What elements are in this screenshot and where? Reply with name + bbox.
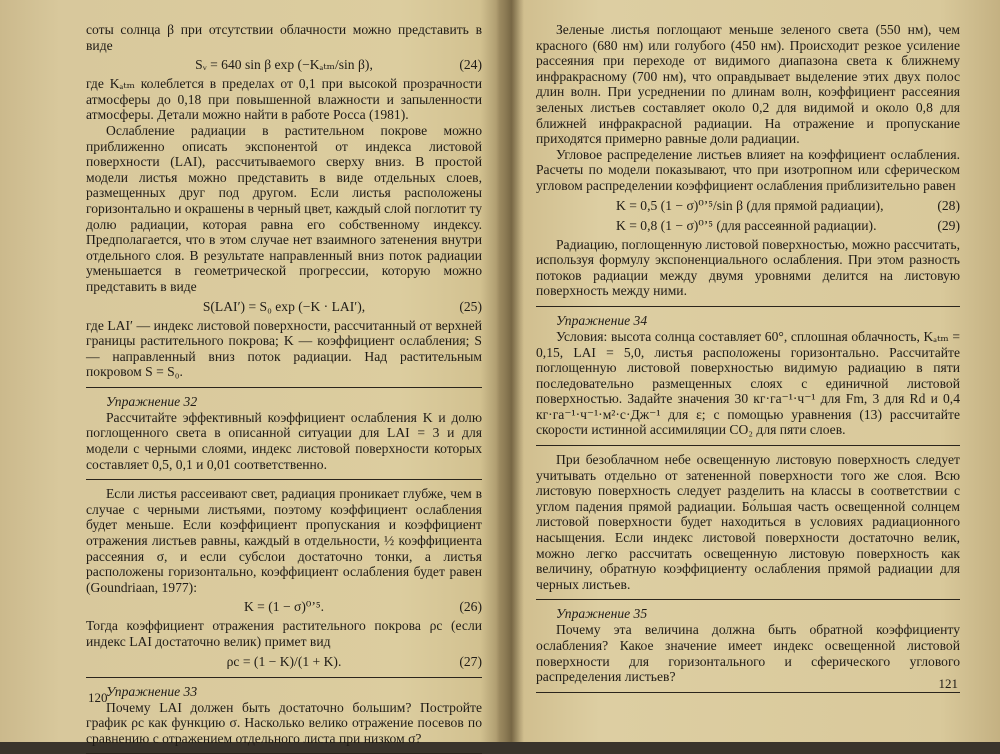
- exercise-title: Упражнение 34: [556, 312, 648, 328]
- equation-body: ρc = (1 − K)/(1 + K).: [226, 653, 342, 669]
- paragraph: При безоблачном небе освещенную листовую поверхность следует учитывать отдельно от затененной поверхности того же слоя. Всю листовую поверхность следует разделить на классы в соответствии с углом падения прямой радиации. Бо́льшая часть освещенной солнцем листовой поверхности будет находиться в условиях радиационного насыщения. Если индекс листовой поверхности достаточно велик, можно легко рассчитать освещенную листовую поверхность как величину, обратную коэффициенту ослабления прямой радиации для черных листьев.: [536, 452, 960, 592]
- equation-number: (28): [937, 197, 960, 213]
- paragraph: Почему LAI должен быть достаточно большим? Постройте график ρc как функцию σ. Насколько велико отражение посевов по сравнению с отражением отдельного листа при низком σ?: [86, 699, 482, 746]
- paragraph: Тогда коэффициент отражения растительного покрова ρc (если индекс LAI достаточно велик) примет вид: [86, 618, 482, 649]
- equation: [86, 598, 482, 615]
- page-number: 121: [938, 676, 958, 691]
- equation: [536, 197, 960, 214]
- paragraph: где Kₐₜₘ колеблется в пределах от 0,1 при высокой прозрачности атмосферы до 0,18 при повышенной влажности и запыленности атмосферы. Детали можно найти в работе Росса (1981).: [86, 76, 482, 123]
- divider: [536, 692, 960, 693]
- divider: [536, 445, 960, 446]
- paragraph: Рассчитайте эффективный коэффициент ослабления K и долю поглощенного света в описанной ситуации для LAI = 3 и для модели с черными слоями, индекс листовой поверхности которых составляет 0,5, 0,1 и 0,01 соответственно.: [86, 409, 482, 472]
- page-number: 120: [88, 690, 108, 705]
- equation-number: (27): [459, 653, 482, 669]
- equation-body: K = (1 − σ)⁰ʼ⁵.: [243, 599, 325, 615]
- left-page: [0, 0, 500, 746]
- paragraph: Радиацию, поглощенную листовой поверхностью, можно рассчитать, используя формулу экспоненциального ослабления. При этом разность потоков радиации между двумя уровнями делится на листовую поверхность между ними.: [536, 236, 960, 299]
- paragraph: Если листья рассеивают свет, радиация проникает глубже, чем в случае с черными листьями, поэтому коэффициент ослабления будет меньше. Если коэффициент пропускания и коэффициент отражения листьев равны, каждый в отдельности, ½ коэффициента рассеяния σ, и если субслои достаточно тонки, а листья расположены горизонтально, коэффициент ослабления будет равен (Goundriaan, 1977):: [86, 486, 482, 595]
- divider: [536, 306, 960, 307]
- equation-number: (24): [459, 57, 482, 73]
- paragraph: Почему эта величина должна быть обратной коэффициенту ослабления? Какое значение имеет индекс освещенной листовой поверхности для горизонтального и сферического углового распределения листьев?: [536, 622, 960, 685]
- divider: [86, 387, 482, 388]
- exercise-title: Упражнение 32: [106, 393, 198, 409]
- equation-number: (26): [459, 599, 482, 615]
- equation: [86, 298, 482, 315]
- paragraph: соты солнца β при отсутствии облачности можно представить в виде: [86, 22, 482, 53]
- equation-body: Sᵥ = 640 sin β exp (−Kₐₜₘ/sin β),: [195, 57, 373, 73]
- divider: [86, 479, 482, 480]
- equation-number: (25): [459, 298, 482, 314]
- exercise-title: Упражнение 33: [106, 683, 198, 699]
- exercise-title: Упражнение 35: [556, 606, 648, 622]
- equation-number: (29): [937, 217, 960, 233]
- equation: [536, 217, 960, 234]
- equation-body: K = 0,8 (1 − σ)⁰ʼ⁵ (для рассеянной радиации).: [616, 217, 877, 233]
- paragraph: Условия: высота солнца составляет 60°, сплошная облачность, Kₐₜₘ = 0,15, LAI = 5,0, листья расположены горизонтально. Рассчитайте поглощенную листовой поверхностью видимую радиацию в пяти последовательно размещенных слоях с единичной листовой поверхностью. Задайте значения 30 кг·га⁻¹·ч⁻¹ для Fm, 3 для Rd и 0,4 кг·га⁻¹·ч⁻¹·м²·с·Дж⁻¹ для ε; с помощью уравнения (13) рассчитайте скорости истинной ассимиляции CO₂ для пяти слоев.: [536, 328, 960, 438]
- paragraph: Угловое распределение листьев влияет на коэффициент ослабления. Расчеты по модели показывают, что при изотропном или сферическом угловом распределении коэффициент ослабления приблизительно равен: [536, 146, 960, 193]
- paragraph: где LAI′ — индекс листовой поверхности, рассчитанный от верхней границы растительного покрова; K — коэффициент ослабления; S — направленный вниз поток радиации. Над растительным покровом S = S₀.: [86, 317, 482, 380]
- divider: [536, 599, 960, 600]
- paragraph: Зеленые листья поглощают меньше зеленого света (550 нм), чем красного (680 нм) или голубого (450 нм). Происходит резкое усиление рассеяния при переходе от видимого диапазона света к ближнему инфракрасному (700 нм), что оправдывает выделение этих двух полос длин волн. При усреднении по длинам волн, коэффициент рассеяния зеленых листьев составляет около 0,2 для видимой и около 0,8 для ближней инфракрасной радиации. На отражение и пропускание приходятся примерно равные доли радиации.: [536, 22, 960, 147]
- divider: [86, 677, 482, 678]
- equation: [86, 56, 482, 73]
- equation-body: K = 0,5 (1 − σ)⁰ʼ⁵/sin β (для прямой радиации),: [616, 197, 884, 213]
- equation: [86, 653, 482, 670]
- paragraph: Ослабление радиации в растительном покрове можно приближенно описать экспонентой от индекса листовой поверхности (LAI), рассчитываемого сверху вниз. В простой модели листья можно представить в виде отдельных слоев, размещенных друг под другом. Если листья расположены горизонтально и окрашены в черный цвет, каждый слой поглотит ту долю радиации, которая равна его собственному индексу. Предполагается, что в этом случае нет взаимного затенения внутри отдельного слоя. В результате направленный вниз поток радиации уменьшается в геометрической прогрессии, которую можно представить в виде: [86, 122, 482, 294]
- right-page: [520, 0, 1000, 742]
- equation-body: S(LAI′) = S₀ exp (−K · LAI′),: [202, 298, 366, 314]
